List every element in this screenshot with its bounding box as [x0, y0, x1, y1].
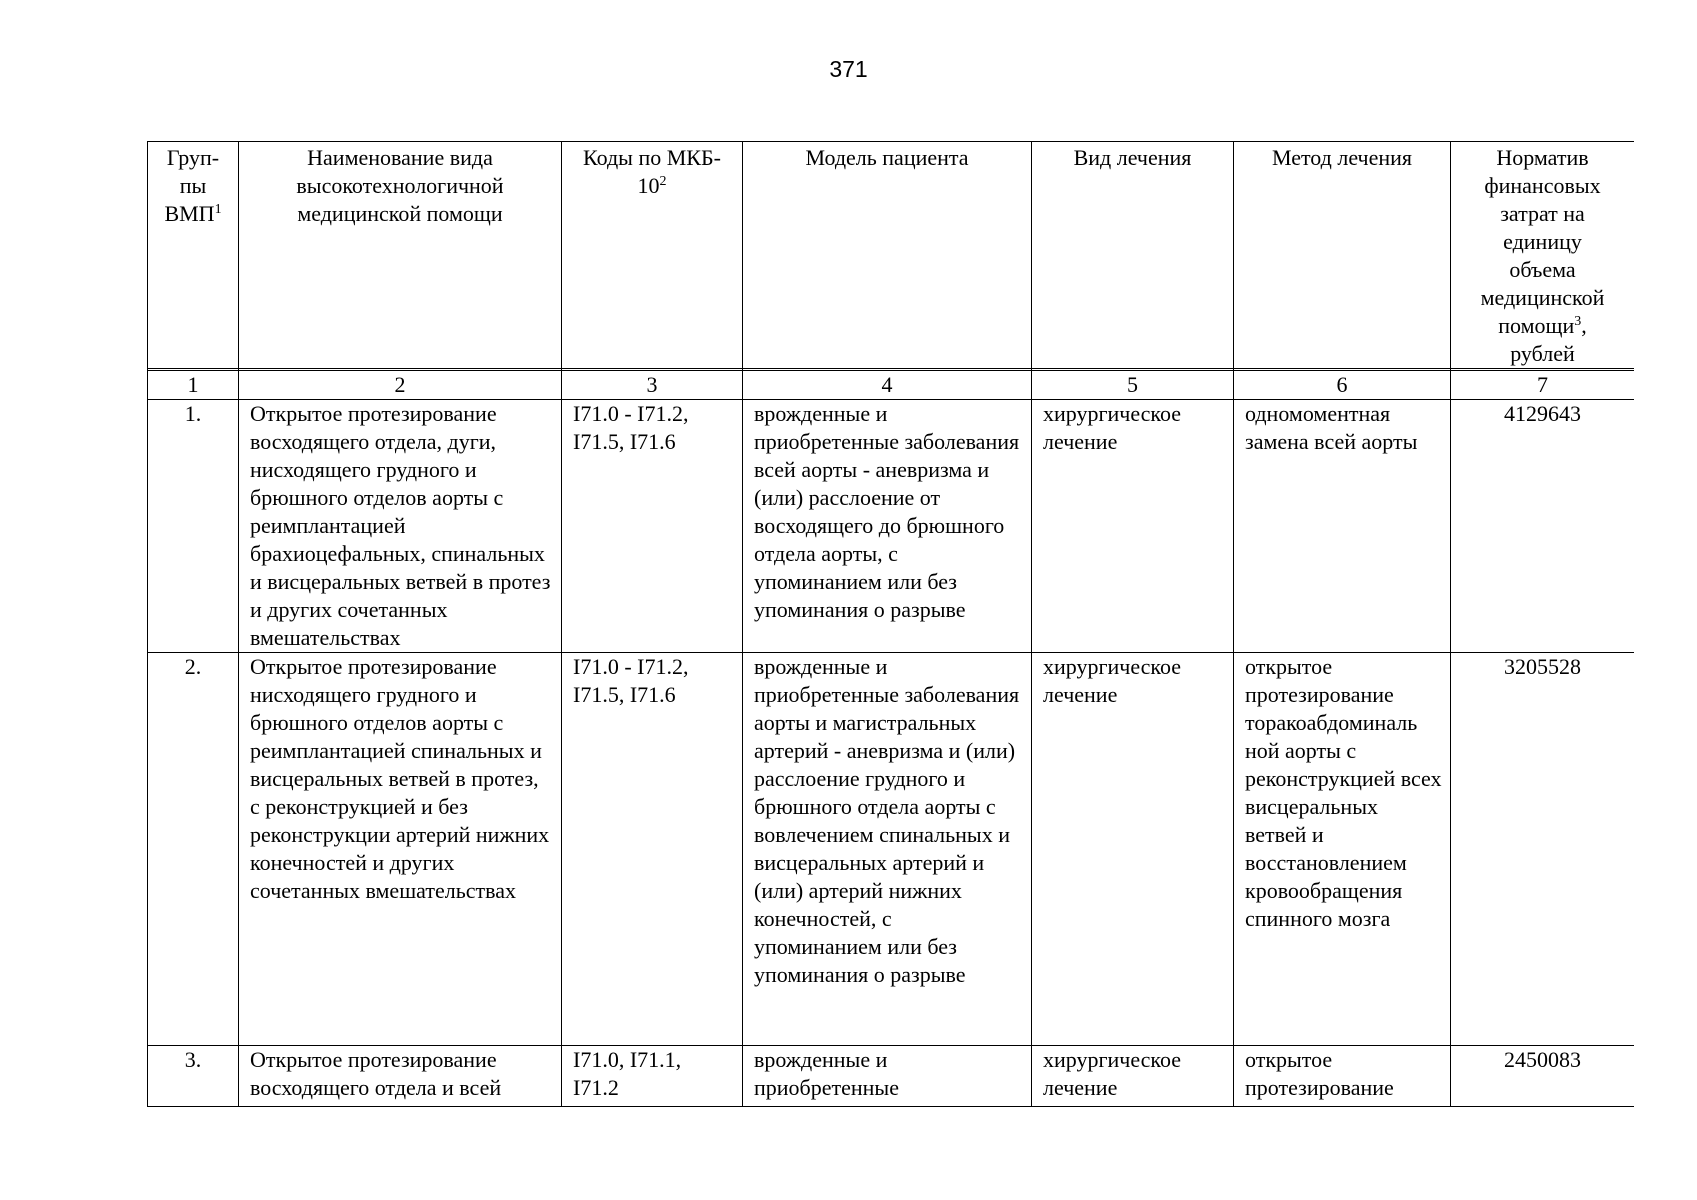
page-number: 371 [829, 56, 868, 82]
table-row [148, 1046, 1635, 1107]
group-number: 3. [148, 1046, 239, 1107]
header-name: Наименование вида высокотехнологичной медицинской помощи [239, 142, 562, 369]
footnote-1: 1 [214, 202, 222, 217]
column-number: 7 [1451, 371, 1635, 400]
patient-model: врожденные и приобретенные заболевания всей аорты - аневризма и (или) расслоение от восходящего до брюшного отдела аорты, с упоминанием или без упоминания о разрыве [743, 400, 1032, 653]
header-cost: Норматив финансовых затрат на единицу объема медицинской помощи$^3$, рублей [1451, 142, 1635, 369]
treatment-type: хирургическое лечение [1032, 400, 1234, 653]
vmp-table [147, 141, 1634, 1107]
header-groups: Груп- пы ВМП$^1$ [148, 142, 239, 369]
icd-codes: I71.0, I71.1, I71.2 [562, 1046, 743, 1107]
column-number: 6 [1234, 371, 1451, 400]
table-row [148, 400, 1635, 653]
cost-value: 3205528 [1451, 653, 1635, 1046]
care-name: Открытое протезирование нисходящего грудного и брюшного отделов аорты с реимплантацией спинальных и висцеральных ветвей в протез, с реконструкцией и без реконструкции артерий нижних конечностей и других сочетанных вмешательствах [239, 653, 562, 1046]
cost-value: 2450083 [1451, 1046, 1635, 1107]
group-number: 2. [148, 653, 239, 1046]
treatment-type: хирургическое лечение [1032, 1046, 1234, 1107]
patient-model: врожденные и приобретенные заболевания аорты и магистральных артерий - аневризма и (или) расслоение грудного и брюшного отдела аорты с вовлечением спинальных и висцеральных артерий и (или) артерий нижних конечностей, с упоминанием или без упоминания о разрыве [743, 653, 1032, 1046]
icd-codes: I71.0 - I71.2, I71.5, I71.6 [562, 400, 743, 653]
column-number: 5 [1032, 371, 1234, 400]
patient-model: врожденные и приобретенные [743, 1046, 1032, 1107]
header-patient-model: Модель пациента [743, 142, 1032, 369]
cost-value: 4129643 [1451, 400, 1635, 653]
footnote-3: 3 [1574, 314, 1582, 329]
group-number: 1. [148, 400, 239, 653]
treatment-method: открытое протезирование [1234, 1046, 1451, 1107]
column-number: 2 [239, 371, 562, 400]
treatment-method: открытое протезирование торакоабдоминаль ной аорты с реконструкцией всех висцеральных ветвей и восстановлением кровообращения спинного мозга [1234, 653, 1451, 1046]
treatment-type: хирургическое лечение [1032, 653, 1234, 1046]
header-codes: Коды по МКБ- $10^2$ [562, 142, 743, 369]
care-name: Открытое протезирование восходящего отдела и всей [239, 1046, 562, 1107]
column-number: 1 [148, 371, 239, 400]
header-treatment-type: Вид лечения [1032, 142, 1234, 369]
icd-codes: I71.0 - I71.2, I71.5, I71.6 [562, 653, 743, 1046]
column-number: 4 [743, 371, 1032, 400]
treatment-method: одномоментная замена всей аорты [1234, 400, 1451, 653]
table-row [148, 653, 1635, 1046]
header-treatment-method: Метод лечения [1234, 142, 1451, 369]
footnote-2: 2 [659, 174, 667, 189]
column-number-row [148, 371, 1635, 400]
table-header-row [148, 142, 1635, 369]
column-number: 3 [562, 371, 743, 400]
vmp-table-frame [147, 141, 1634, 1107]
care-name: Открытое протезирование восходящего отдела, дуги, нисходящего грудного и брюшного отделов аорты с реимплантацией брахиоцефальных, спинальных и висцеральных ветвей в протез и других сочетанных вмешательствах [239, 400, 562, 653]
